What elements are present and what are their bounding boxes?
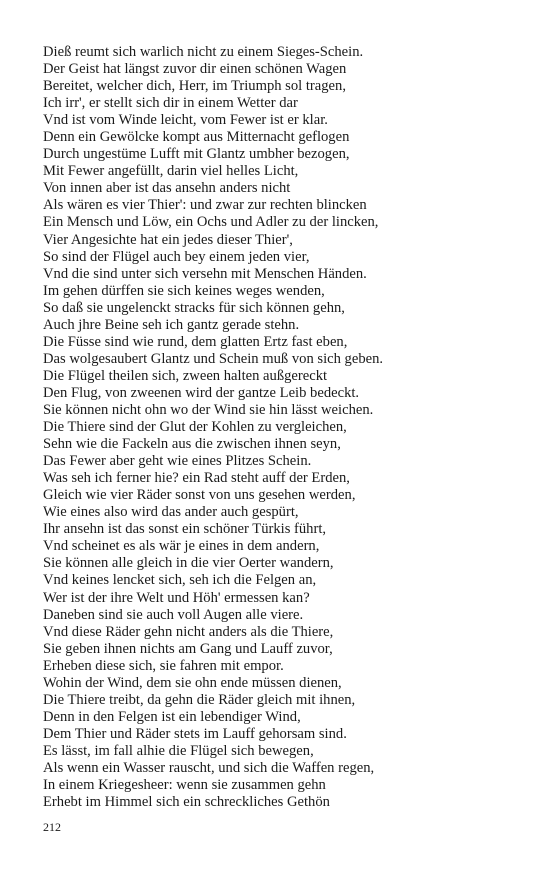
verse-line: Als wenn ein Wasser rauscht, und sich die Waffen regen, [43,759,375,776]
verse-line: Daneben sind sie auch voll Augen alle viere. [43,606,304,623]
verse-line: Es lässt, im fall alhie die Flügel sich bewegen, [43,742,314,759]
verse-line: Im gehen dürffen sie sich keines weges wenden, [43,282,325,299]
verse-line: Der Geist hat längst zuvor dir einen schönen Wagen [43,61,347,78]
verse-line: Wie eines also wird das ander auch gespürt, [43,504,299,521]
verse-line: Dieß reumt sich warlich nicht zu einem Sieges-Schein. [43,44,364,60]
verse-line: In einem Kriegesheer: wenn sie zusammen gehn [43,777,326,794]
verse-line: Vnd diese Räder gehn nicht anders als die Thiere, [43,623,334,640]
verse-line: Sie geben ihnen nichts am Gang und Lauff zuvor, [43,640,333,657]
verse-line: Dem Thier und Räder stets im Lauff gehorsam sind. [43,725,347,742]
verse-line: Was seh ich ferner hie? ein Rad steht auff der Erden, [43,470,350,487]
verse-line: Wer ist der ihre Welt und Höh' ermessen kan? [43,589,310,606]
verse-line: Ich irr', er stellt sich dir in einem Wetter dar [43,95,298,112]
poem-text [43,44,523,811]
verse-line: So sind der Flügel auch bey einem jeden vier, [43,248,310,265]
verse-line: Von innen aber ist das ansehn anders nicht [43,180,291,197]
verse-line: Als wären es vier Thier': und zwar zur rechten blincken [43,197,367,214]
verse-line: Gleich wie vier Räder sonst von uns gesehen werden, [43,487,356,504]
verse-line: Sie können nicht ohn wo der Wind sie hin lässt weichen. [43,401,374,418]
verse-line: Den Flug, von zweenen wird der gantze Leib bedeckt. [43,384,360,401]
verse-line: Die Thiere treibt, da gehn die Räder gleich mit ihnen, [43,691,356,708]
verse-line: Erheben diese sich, sie fahren mit empor. [43,657,284,674]
verse-line: Denn ein Gewölcke kompt aus Mitternacht geflogen [43,129,350,146]
verse-line: Wohin der Wind, dem sie ohn ende müssen dienen, [43,674,342,691]
verse-line: Denn in den Felgen ist ein lebendiger Wind, [43,708,301,725]
verse-line: Sie können alle gleich in die vier Oerter wandern, [43,555,334,572]
verse-line: Bereitet, welcher dich, Herr, im Triumph sol tragen, [43,78,346,95]
verse-line: Das wolgesaubert Glantz und Schein muß von sich geben. [43,350,384,367]
verse-line: Die Thiere sind der Glut der Kohlen zu vergleichen, [43,419,347,436]
verse-line: Durch ungestüme Lufft mit Glantz umbher bezogen, [43,146,350,163]
page-number: 212 [43,820,61,834]
verse-line: Das Fewer aber geht wie eines Plitzes Schein. [43,453,312,470]
verse-line: Die Flügel theilen sich, zween halten außgereckt [43,367,328,384]
verse-line: Ihr ansehn ist das sonst ein schöner Türkis führt, [43,521,327,538]
verse-line: Ein Mensch und Löw, ein Ochs und Adler zu der lincken, [43,214,379,231]
verse-line: Vnd ist vom Winde leicht, vom Fewer ist er klar. [43,112,328,129]
verse-line: Mit Fewer angefüllt, darin viel helles Licht, [43,163,299,180]
verse-line: Erhebt im Himmel sich ein schreckliches Gethön [43,794,330,811]
verse-line: Vier Angesichte hat ein jedes dieser Thier', [43,231,293,248]
verse-line: Vnd die sind unter sich versehn mit Menschen Händen. [43,265,367,282]
verse-line: Auch jhre Beine seh ich gantz gerade stehn. [43,316,300,333]
verse-line: Die Füsse sind wie rund, dem glatten Ertz fast eben, [43,333,348,350]
verse-line: Vnd scheinet es als wär je eines in dem andern, [43,538,320,555]
verse-line: Sehn wie die Fackeln aus die zwischen ihnen seyn, [43,436,341,453]
verse-line: Vnd keines lencket sich, seh ich die Felgen an, [43,572,317,589]
verse-line: So daß sie ungelenckt stracks für sich können gehn, [43,299,345,316]
